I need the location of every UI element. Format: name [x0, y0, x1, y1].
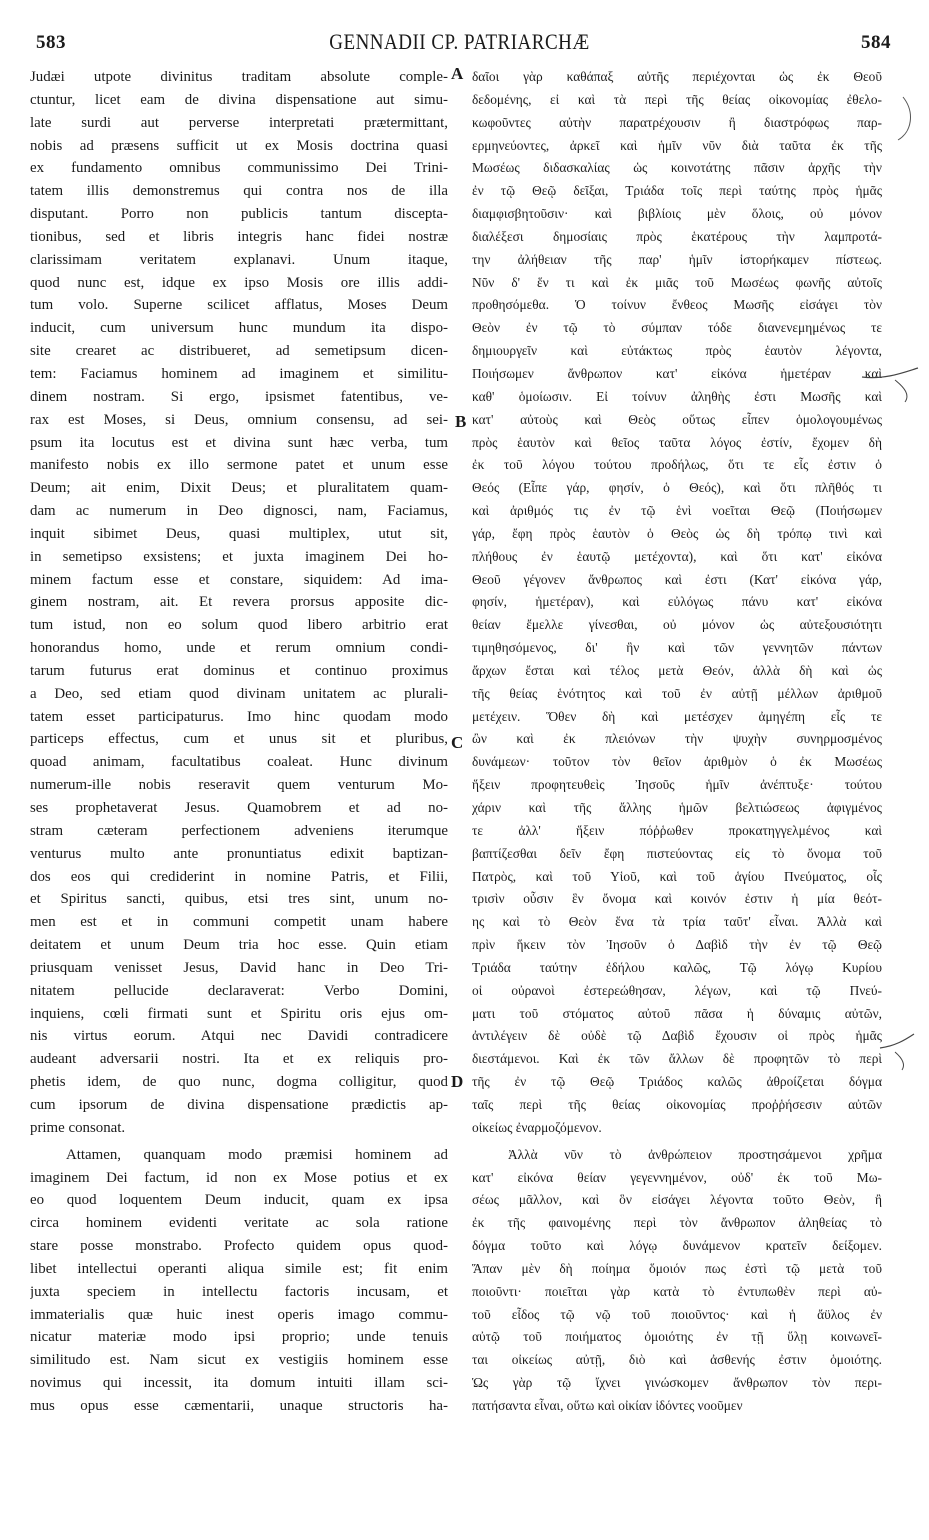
greek-text-line: ἥξειν προφητευθεὶς Ἰησοῦς ἡμῖν ἀνέπτυξε· τούτου [472, 777, 882, 793]
greek-text-line: Ποιήσωμεν ἄνθρωπον κατ' εἰκόνα ἡμετέραν καὶ [472, 365, 882, 381]
latin-text-line: tum istud, non eo solum quod libero arbitrio erat [30, 617, 448, 634]
latin-text-line: deitatem et unum Deum tria hoc esse. Quin etiam [30, 937, 448, 954]
greek-text-line: πρὸς ἑαυτὸν καὶ θεῖος ταῦτα λόγος ἐστίν, ἔχομεν δὴ [472, 434, 882, 450]
greek-text-line: Ὡς γὰρ τῷ ἴχνει γινώσκομεν ἄνθρωπον τὸν περι- [472, 1375, 882, 1391]
greek-text-line: οἱ οὐρανοὶ ἐστερεώθησαν, λέγων, καὶ τῷ Πνεύ- [472, 982, 882, 998]
latin-text-line: tionibus, sed et libris integris hanc fidei nostræ [30, 228, 448, 245]
greek-text-line: Νῦν δ' ἕν τι καὶ ἐκ μιᾶς τοῦ Μωσέως φωνῆς αὐτοῖς [472, 274, 882, 290]
latin-text-line: libet intellectui operanti aliqua simile est; fit enim [30, 1260, 448, 1277]
latin-text-line: quoad animam, facultatibus coaleat. Hunc divinum [30, 754, 448, 771]
greek-text-line: πατήσαντα εἶναι, οὕτω καὶ οἰκίαν ἰδόντες νοοῦμεν [472, 1397, 743, 1413]
greek-text-line: τε ἀλλ' ἥξειν πόῤῥωθεν προκατηγγελμένος καὶ [472, 822, 882, 838]
latin-text-line: prime consonat. [30, 1119, 126, 1136]
running-head-title: GENNADII CP. PATRIARCHÆ [329, 30, 590, 55]
latin-text-line: ginem nostram, ait. Et revera prorsus apposite dic- [30, 594, 448, 611]
greek-text-line: τῆς θείας ἑνότητος καὶ τοῦ ἐν αὐτῇ μέλλων ἀριθμοῦ [472, 685, 882, 701]
latin-text-line: stare posse monstrabo. Profecto quidem opus quod- [30, 1238, 448, 1255]
greek-text-line: σέως μᾶλλον, καὶ ὃν εἰσάγει λέγοντα τοῦτο Θεὸν, ἢ [472, 1192, 882, 1208]
latin-text-line: audeant adversarii nostri. Ita et ex reliquis pro- [30, 1051, 448, 1068]
greek-text-line: ης καὶ τὸ Θεὸν ἕνα τὰ τρία ταῦτ' εἶναι. Ἀλλὰ καὶ [472, 914, 882, 930]
latin-text-line: et Spiritus sancti, quibus, etsi tres sint, unum no- [30, 891, 448, 908]
latin-text-line: numerum-ille nobis reseravit quem venturum Mo- [30, 777, 448, 794]
latin-text-line: honorandus homo, unde et rerum omnium condi- [30, 640, 448, 657]
latin-text-line: cum ipsorum de divina dispensatione prædictis ap- [30, 1096, 448, 1113]
greek-text-line: δεδομένης, εἰ καὶ τὰ περὶ τῆς θείας οἰκονομίας ἐθελο- [472, 91, 882, 107]
pen-tick-mark [895, 380, 907, 402]
latin-text-line: clarissimam veritatem explanavi. Unum itaque, [30, 251, 448, 268]
greek-text-line: γάρ, ἔφη πρὸς ἑαυτὸν ὁ Θεὸς ὡς δὴ τρόπῳ τινὶ καὶ [472, 525, 882, 541]
greek-text-line: αὐτῷ τοῦ ποιήματος ὁμοιότης ἐν τῇ ὕλῃ κοινωνεῖ- [472, 1329, 882, 1345]
greek-text-line: δόγμα τοῦτο καὶ λόγῳ δυνάμενον κρατεῖν δείξομεν. [472, 1238, 882, 1254]
greek-text-line: ἐκ τοῦ λόγου τούτου προδήλως, ὅτι τε εἷς ἐστιν ὁ [472, 457, 882, 473]
greek-text-line: βαπτίζεσθαι δεῖν ἔφη πιστεύοντας εἰς τὸ ὄνομα τοῦ [472, 845, 882, 861]
greek-text-line: δυνάμεων· τοῦτον τὸν θεῖον ἀριθμὸν ὁ ἐκ Μωσέως [472, 754, 882, 770]
latin-text-line: particeps effectus, cum et unus sit et pluribus, [30, 731, 448, 748]
greek-text-line: Θεός (Εἶπε γάρ, φησίν, ὁ Θεός), καὶ ὅτι πλῆθός τι [472, 480, 882, 496]
latin-text-line: nis virtus eorum. Atqui nec Davidi contradicere [30, 1028, 448, 1045]
latin-text-line: eo quod loquentem Deum inducit, quam ex ipsa [30, 1192, 448, 1209]
margin-letter-d: D [451, 1072, 464, 1091]
latin-text-line: nitatem pellucide declaraverat: Verbo Domini, [30, 982, 448, 999]
latin-text-line: ses prophetaverat Jesus. Quamobrem et ad no- [30, 800, 448, 816]
greek-text-line: τρισὶν οὖσιν ἓν ὄνομα καὶ κοινόν ἐστιν ἡ μία θεότ- [472, 891, 882, 907]
greek-text-line: διαμφισβητοῦσιν· καὶ βιβλίοις μὲν ὅλοις, οὐ μόνον [472, 206, 882, 222]
latin-text-line: novimus qui incessit, ita domum intuiti illam sci- [30, 1375, 448, 1392]
greek-text-line: κωφοῦντες αὐτὴν παρατρέχουσιν ἢ διαστρόφως παρ- [472, 114, 882, 130]
latin-text-line: phetis idem, de quo nunc, dogma colligitur, quod [30, 1074, 448, 1091]
pen-tick-mark [895, 1052, 904, 1070]
greek-text-line: τοῦ εἶδος τῷ νῷ τοῦ ποιοῦντος· καὶ ἡ ἄϋλος ἐν [472, 1306, 882, 1322]
latin-text-line: quod nunc est, idque ex ipso Mosis ore illis addi- [30, 274, 448, 291]
latin-text-line: nicatur materiæ modo ipsi proprio; unde tenuis [30, 1329, 448, 1346]
latin-text-line: rax est Moses, si Deus, omnium consensu, ad sei- [30, 411, 448, 428]
greek-text-line: διαλέξεσι δημοσίαις πρὸς ἑκατέρους τὴν λαμπροτά- [472, 228, 882, 244]
greek-text-line: κατ' εἰκόνα θείαν γεγεννημένον, οὐδ' ἐκ τοῦ Μω- [472, 1169, 882, 1185]
latin-text-line: tarum futurus erat dominus et continuo proximus [30, 662, 448, 679]
latin-text-line: Attamen, quanquam modo præmisi hominem ad [66, 1146, 448, 1163]
greek-text-line: ἀντιλέγειν δὲ οὐδὲ τῷ Δαβὶδ ἔχουσιν οἱ πρὸς ἡμᾶς [472, 1028, 882, 1044]
left-page-number: 583 [36, 32, 66, 53]
greek-text-line: Τριάδα ταύτην ἐδήλου καλῶς, Τῷ λόγῳ Κυρίου [472, 959, 882, 975]
latin-text-line: minem factum esse et constare, siquidem: Ad ima- [30, 571, 448, 588]
margin-letter-a: A [451, 64, 464, 83]
greek-text-line: κατ' αὐτοὺς καὶ Θεὸς οὕτως εἶπεν ὁμολογουμένως [472, 411, 882, 427]
latin-text-line: disputant. Porro non publicis tantum discepta- [30, 206, 448, 223]
greek-text-line: ἐν τῷ Θεῷ δεῖξαι, Τριάδα τοῖς περὶ ταύτης πρὸς ἡμᾶς [472, 183, 882, 199]
latin-text-line: tem: Faciamus hominem ad imaginem et similitu- [30, 365, 448, 382]
greek-text-line: χάριν καὶ τῆς ἄλλης ἡμῶν βελτιώσεως ἀφιγμένος [472, 800, 882, 815]
pen-tick-mark [880, 1034, 914, 1048]
latin-text-line: Judæi utpote divinitus traditam absolute comple- [30, 69, 448, 85]
latin-text-line: inquit sibimet Deus, quasi multiplex, utut sit, [30, 525, 448, 542]
greek-text-line: Μωσέως διδασκαλίας ὡς κοινοτάτης πᾶσιν ἀρχῆς τὴν [472, 160, 882, 176]
latin-text-line: imaginem Dei factum, id non ex Mose potius et ex [30, 1169, 448, 1186]
greek-text-line: διεστάμενοι. Καὶ ἐκ τῶν ἄλλων δὲ προφητῶν τὸ περὶ [472, 1051, 882, 1067]
latin-text-line: similitudo est. Nam sicut ex vestigiis hominem esse [30, 1352, 448, 1369]
latin-text-line: in semetipso exsistens; et juxta imaginem Dei ho- [30, 548, 448, 565]
greek-text-line: Θεὸν ἐν τῷ τὸ σύμπαν τόδε διανενεμημένως τε [472, 320, 882, 336]
greek-text-line: πρὶν ἥκειν τὸν Ἰησοῦν ὁ Δαβὶδ τὴν ἐν τῷ Θεῷ [472, 937, 882, 953]
greek-text-line: Ἅπαν μὲν δὴ ποίημα ὅμοιόν πως ἐστὶ τῷ μετὰ τοῦ [472, 1260, 882, 1276]
greek-text-line: προθησόμεθα. Ὁ τοίνυν ἔνθεος Μωσῆς εἰσάγει τὸν [472, 297, 882, 313]
greek-text-line: ποιοῦντι· ποιεῖται γὰρ κατὰ τὸ ἐντυπωθὲν περὶ αὐ- [472, 1283, 882, 1299]
greek-text-line: πλήθους ἐν ἑαυτῷ μετέχοντα), καὶ ὅτι κατ' εἰκόνα [472, 548, 882, 564]
page-header [28, 32, 891, 62]
greek-text-line: ερμηνεύοντες, ἀρκεῖ καὶ ἡμῖν νῦν διὰ ταῦτα ἐκ τῆς [472, 137, 882, 153]
greek-text-line: δαῖοι γὰρ καθάπαξ αὐτῆς περιέχονται ὡς ἐκ Θεοῦ [472, 69, 882, 84]
latin-text-line: venturus multo ante pronuntiatus edixit baptizan- [30, 845, 448, 862]
greek-text-line: τιμηθησόμενος, δι' ἣν καὶ τῶν γεννητῶν πάντων [472, 640, 882, 656]
latin-text-line: dinem nostram. Si ergo, ipsismet fatentibus, ve- [30, 388, 448, 405]
latin-text-line: inquiens, cœli firmati sunt et Spiritu oris ejus om- [30, 1005, 448, 1022]
latin-text-line: psum ita locutus est et divina sunt hæc verba, tum [30, 434, 448, 451]
latin-text-line: manifesto nobis ex illo sermone patet et unum esse [30, 457, 448, 474]
greek-text-line: Ἀλλὰ νῦν τὸ ἀνθρώπειον προστησάμενοι χρῆμα [508, 1146, 882, 1162]
greek-text-line: ταῖς περὶ τῆς θείας οἰκονομίας προῤῥήσεσιν αὐτῶν [472, 1096, 882, 1112]
latin-text-line: men est et in communi competit unam habere [30, 914, 448, 931]
latin-text-line: site crearet ac distribueret, ad semetipsum dicen- [30, 343, 448, 360]
pen-bracket-mark [898, 97, 910, 140]
greek-text-line: ται οἰκείως αὐτῇ, διὸ καὶ ἀσθενής ἐστιν ὁμοιότης. [472, 1352, 882, 1368]
latin-text-line: ex fundamento omnibus communissimo Dei Trini- [30, 160, 448, 177]
latin-text-line: circa hominem evidenti veritate ac sola ratione [30, 1215, 448, 1232]
latin-text-line: tatem esset participaturus. Imo hinc quodam modo [30, 708, 448, 725]
latin-text-line: tum volo. Superne scilicet afflatus, Moses Deum [30, 297, 448, 314]
latin-text-line: inducit, cum universum hunc mundum ita dispo- [30, 320, 448, 337]
latin-text-line: tatem illis demonstremus qui contra nos de illa [30, 183, 448, 200]
greek-text-line: καὶ ἀριθμός τις ἐν τῷ ἑνὶ νοεῖται Θεῷ (Ποιήσωμεν [472, 503, 882, 519]
greek-text-line: θείαν ἔμελλε γίνεσθαι, οὐ μόνον ὡς αὐτεξουσιότητι [472, 617, 882, 633]
greek-text-line: δημιουργεῖν καὶ εὐτάκτως πρὸς ἑαυτὸν λέγοντα, [472, 343, 882, 359]
margin-letter-c: C [451, 733, 464, 752]
greek-text-line: ἄρχων ἔσται καὶ τέλος μετὰ Θεόν, ἀλλὰ δὴ καὶ ὡς [472, 662, 882, 678]
latin-text-line: a Deo, sed etiam quod divinam unitatem ac plurali- [30, 685, 448, 702]
latin-column [30, 66, 448, 1418]
latin-text-line: immaterialis quæ huic inest operis imago commu- [30, 1306, 448, 1323]
latin-text-line: juxta speciem in intellectu factoris incusam, et [30, 1283, 448, 1300]
greek-text-line: μετέχειν. Ὅθεν δὴ καὶ μετέσχεν ἀμηγέπη εἷς τε [472, 708, 882, 724]
latin-text-line: nobis ad præsens sufficit ut ex Mosis doctrina quasi [30, 137, 448, 154]
greek-text-line: φησίν, ἡμετέραν), καὶ εὐλόγως πάνυ κατ' εἰκόνα [472, 594, 882, 610]
greek-text-line: ἐκ τῆς φαινομένης περὶ τὸν ἄνθρωπον ἀληθείας τὸ [472, 1215, 882, 1231]
latin-text-line: priusquam venisset Jesus, David hanc in Deo Tri- [30, 959, 448, 976]
latin-text-line: ctuntur, licet eam de divina dispensatione aut simu- [30, 91, 448, 108]
greek-text-line: Πατρὸς, καὶ τοῦ Υἱοῦ, καὶ τοῦ ἁγίου Πνεύματος, οἷς [472, 868, 882, 884]
latin-text-line: dam ac numerum in Deo dignosci, nam, Faciamus, [30, 503, 448, 520]
right-page-number: 584 [861, 32, 891, 53]
latin-text-line: late surdi aut perverse interpretati prætermittant, [30, 114, 448, 131]
greek-text-line: ματι τοῦ στόματος αὐτοῦ πᾶσα ἡ δύναμις αὐτῶν, [472, 1005, 882, 1021]
latin-text-line: mus opus esse cæmentarii, unaque structoris ha- [30, 1397, 448, 1414]
greek-text-line: οἰκείως ἐναρμοζόμενον. [472, 1119, 602, 1135]
latin-text-line: dos eos qui crediderint in nomine Patris, et Filii, [30, 868, 448, 885]
greek-text-line: ὢν καὶ ἐκ πλειόνων τὴν ψυχὴν συνηρμοσμένος [472, 731, 882, 747]
greek-text-line: τῆς ἐν τῷ Θεῷ Τριάδος καλῶς ἀθροίζεται δόγμα [472, 1074, 882, 1090]
greek-text-line: Θεοῦ γέγονεν ἄνθρωπος καὶ ἐστι (Κατ' εἰκόνα γάρ, [472, 571, 882, 587]
latin-text-line: stram cæteram perfectionem adveniens iterumque [30, 822, 448, 839]
greek-text-line: καθ' ὁμοίωσιν. Εἰ τοίνυν ἀληθὴς ἐστι Μωσῆς καὶ [472, 388, 882, 404]
latin-text-line: Deum; ait enim, Dixit Deus; et pluralitatem quam- [30, 480, 448, 497]
margin-letter-b: B [455, 412, 467, 431]
greek-text-line: την ἀλήθειαν τῆς παρ' ἡμῖν ἱστορήκαμεν πίστεως. [472, 251, 882, 267]
greek-column [472, 66, 882, 1418]
